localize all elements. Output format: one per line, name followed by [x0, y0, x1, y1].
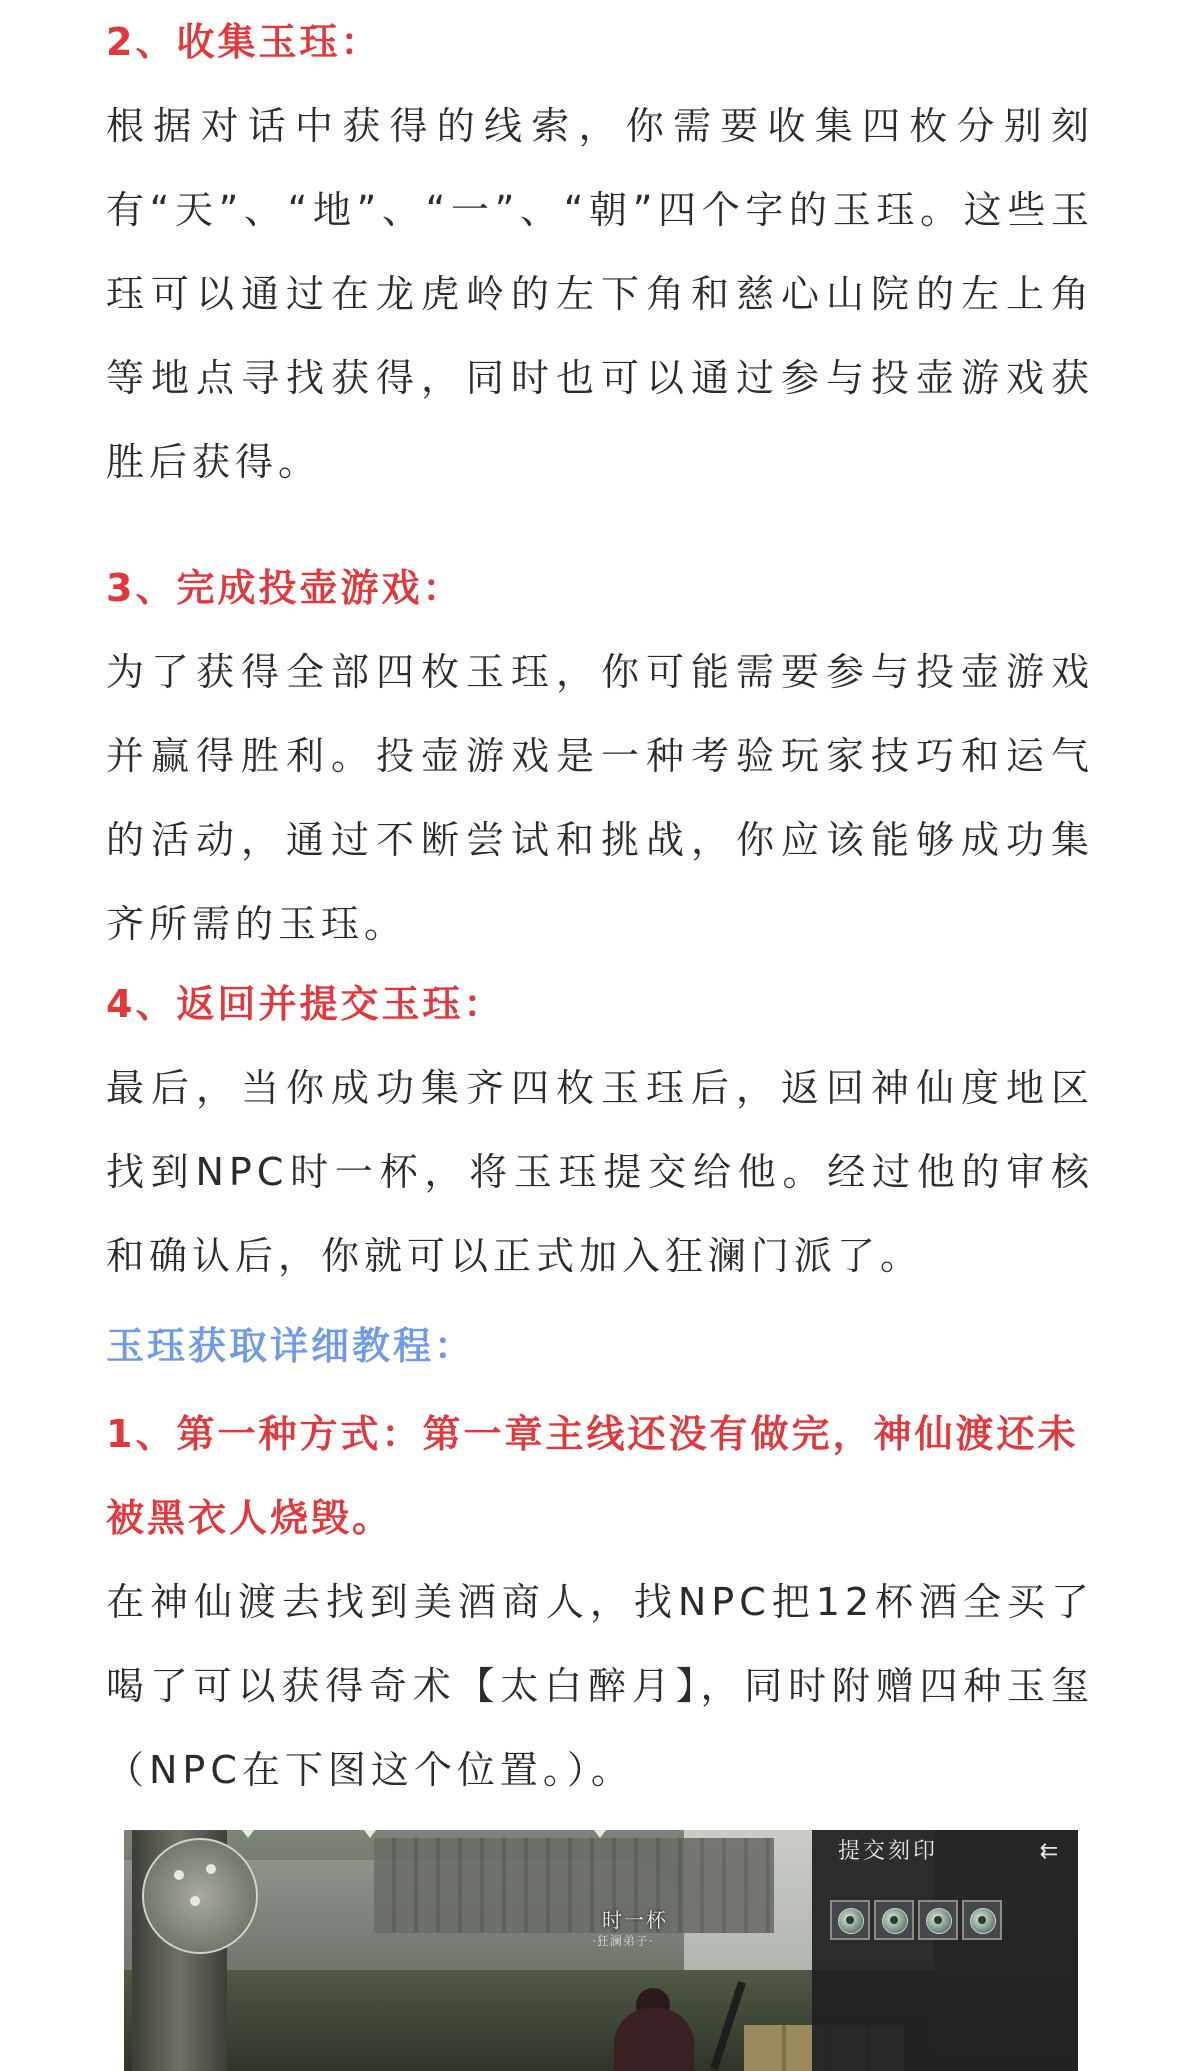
jade-slot[interactable]: [918, 1900, 958, 1940]
npc-subtitle: ·狂澜弟子·: [592, 1934, 654, 1948]
section2-paragraph: 根据对话中获得的线索，你需要收集四枚分别刻有“天”、“地”、“一”、“朝”四个字的玉珏。这些玉珏可以通过在龙虎岭的左下角和慈心山院的左上角等地点寻找获得，同时也可以通过参与投壶游戏获胜后获得。: [106, 104, 1094, 484]
jade-token-icon: [926, 1908, 952, 1934]
submit-seal-panel: [812, 1830, 1078, 2071]
minimap-marker-icon: [174, 1870, 184, 1880]
section3-heading: 3、完成投壶游戏：: [106, 566, 464, 610]
jade-slot[interactable]: [830, 1900, 870, 1940]
method1-paragraph: 在神仙渡去找到美酒商人，找NPC把12杯酒全买了喝了可以获得奇术【太白醉月】，同时附赠四种玉玺（NPC在下图这个位置。）。: [106, 1580, 1094, 1792]
jade-token-icon: [970, 1908, 996, 1934]
back-arrow-icon[interactable]: ⇇: [1039, 1839, 1059, 1864]
npc-name: 时一杯: [602, 1908, 668, 1932]
panel-title: 提交刻印: [838, 1839, 939, 1864]
section3-paragraph: 为了获得全部四枚玉珏，你可能需要参与投壶游戏并赢得胜利。投壶游戏是一种考验玩家技巧和运气的活动，通过不断尝试和挑战，你应该能够成功集齐所需的玉珏。: [106, 650, 1094, 946]
jade-slot[interactable]: [962, 1900, 1002, 1940]
scene-wall: [374, 1838, 774, 1933]
jade-token-icon: [882, 1908, 908, 1934]
minimap-marker-icon: [190, 1896, 200, 1906]
method1-heading: 1、第一种方式：第一章主线还没有做完，神仙渡还未被黑衣人烧毁。: [106, 1412, 1079, 1540]
compass-marker-icon: [594, 1830, 606, 1838]
tutorial-heading: 玉珏获取详细教程：: [106, 1324, 476, 1368]
npc-figure: [614, 2008, 694, 2071]
jade-token-icon: [838, 1908, 864, 1934]
minimap-marker-icon: [206, 1864, 216, 1874]
section2-heading: 2、收集玉珏：: [106, 20, 382, 64]
jade-slot[interactable]: [874, 1900, 914, 1940]
section4-heading: 4、返回并提交玉珏：: [106, 982, 505, 1026]
compass-marker-icon: [242, 1830, 254, 1838]
minimap: [142, 1838, 258, 1954]
compass-marker-icon: [364, 1830, 376, 1838]
section4-paragraph: 最后，当你成功集齐四枚玉珏后，返回神仙度地区找到NPC时一杯，将玉珏提交给他。经过他的审核和确认后，你就可以正式加入狂澜门派了。: [106, 1066, 1094, 1278]
game-screenshot: [124, 1830, 1078, 2071]
